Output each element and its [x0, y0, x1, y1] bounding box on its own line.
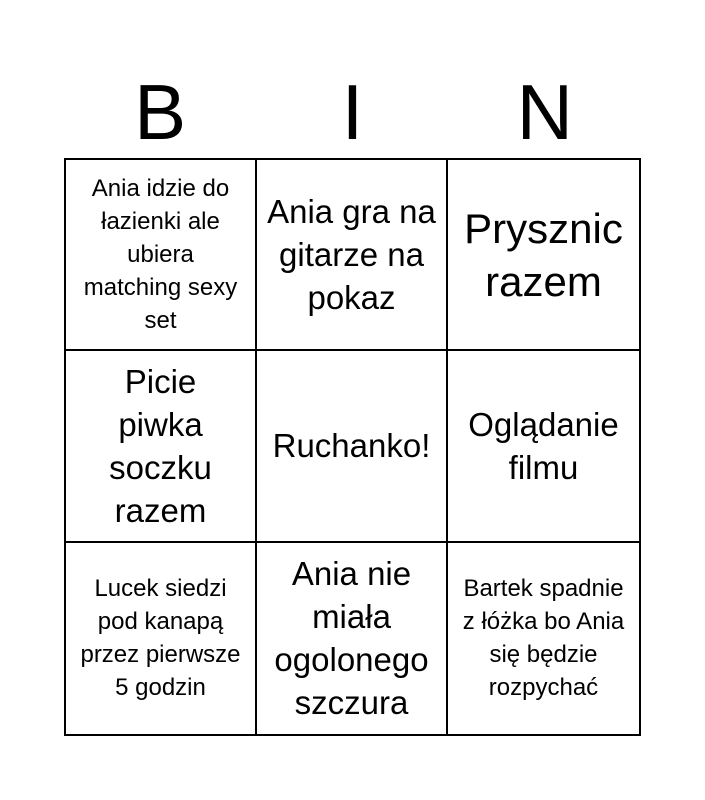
cell-text: Ania nie miała ogolonego szczura [274, 555, 429, 722]
bingo-cell[interactable] [257, 351, 448, 542]
bingo-cell[interactable] [257, 543, 448, 734]
header-letter-i: I [341, 68, 364, 156]
bingo-cell[interactable] [448, 160, 639, 351]
header-letter-b: B [134, 68, 187, 156]
bingo-cell[interactable] [66, 160, 257, 351]
cell-text: Ania gra na gitarze na pokaz [267, 193, 436, 317]
bingo-grid [64, 158, 641, 736]
cell-text: Oglądanie filmu [468, 405, 619, 486]
bingo-header [64, 68, 641, 156]
bingo-cell[interactable] [257, 160, 448, 351]
cell-text: Picie piwka soczku razem [109, 362, 212, 529]
cell-text: Ruchanko! [272, 427, 431, 465]
cell-text: Ania idzie do łazienki ale ubiera matching sexy set [83, 175, 238, 335]
header-letter-n: N [516, 68, 573, 156]
cell-text: Lucek siedzi pod kanapą przez pierwsze 5 godzin [80, 575, 241, 702]
bingo-cell[interactable] [448, 351, 639, 542]
bingo-cell[interactable] [66, 543, 257, 734]
bingo-cell[interactable] [448, 543, 639, 734]
cell-text: Prysznic razem [464, 204, 623, 305]
cell-text: Bartek spadnie z łóżka bo Ania się będzie rozpychać [462, 575, 625, 702]
bingo-cell[interactable] [66, 351, 257, 542]
